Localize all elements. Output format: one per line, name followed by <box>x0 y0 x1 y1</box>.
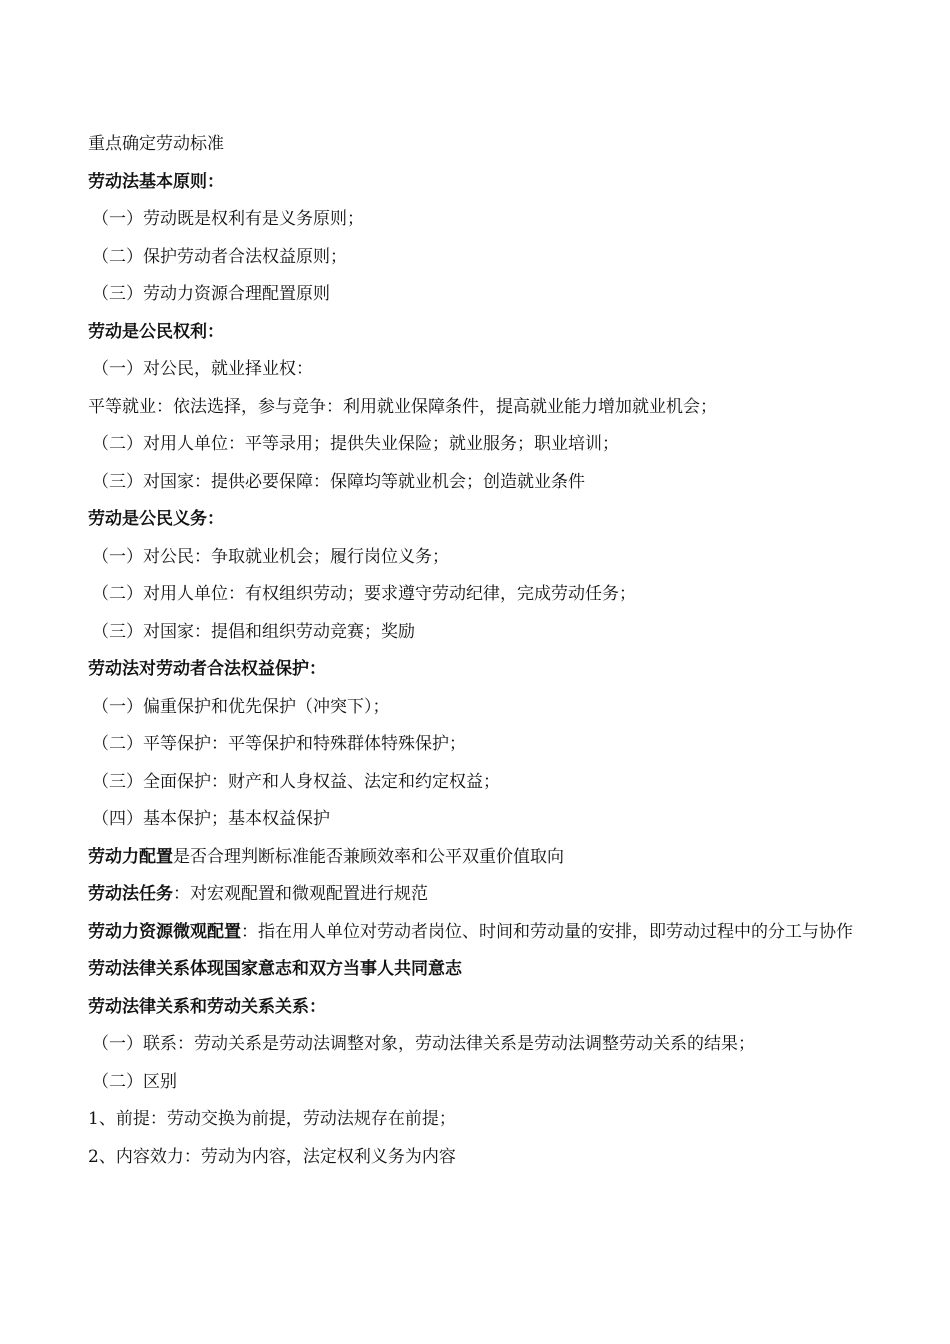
task-text: ：对宏观配置和微观配置进行规范 <box>173 884 428 904</box>
list-item: （一）对公民：争取就业机会；履行岗位义务； <box>92 546 449 567</box>
section-heading: 劳动法律关系体现国家意志和双方当事人共同意志 <box>88 959 462 979</box>
document-body <box>88 126 858 1176</box>
allocation-statement <box>88 839 858 877</box>
list-item: （三）对国家：提供必要保障：保障均等就业机会；创造就业条件 <box>92 471 585 492</box>
numbered-item: 1、前提：劳动交换为前提，劳动法规存在前提； <box>88 1109 456 1129</box>
list-item: （一）偏重保护和优先保护（冲突下）； <box>92 696 390 717</box>
list-item: （三）对国家：提倡和组织劳动竞赛；奖励 <box>92 621 415 642</box>
list-item: （四）基本保护；基本权益保护 <box>92 809 330 829</box>
section-heading: 劳动是公民权利： <box>88 321 224 342</box>
section-heading: 劳动是公民义务： <box>88 509 224 529</box>
list-item: （二）平等保护：平等保护和特殊群体特殊保护； <box>92 734 466 754</box>
allocation-term: 劳动力配置 <box>88 846 173 867</box>
micro-allocation-term: 劳动力资源微观配置 <box>88 921 241 942</box>
numbered-item: 2、内容效力：劳动为内容，法定权利义务为内容 <box>88 1146 456 1167</box>
micro-allocation-statement <box>88 914 858 952</box>
task-term: 劳动法任务 <box>88 884 173 904</box>
list-item: （三）全面保护：财产和人身权益、法定和约定权益； <box>92 771 500 792</box>
list-item: （二）保护劳动者合法权益原则； <box>92 246 347 267</box>
section-heading: 劳动法基本原则： <box>88 171 224 192</box>
micro-allocation-text: ：指在用人单位对劳动者岗位、时间和劳动量的安排，即劳动过程中的分工与协作 <box>241 921 853 942</box>
list-item: （一）劳动既是权利有是义务原则； <box>92 209 364 229</box>
text-line: 平等就业：依法选择，参与竞争：利用就业保障条件，提高就业能力增加就业机会； <box>88 396 717 417</box>
text-line: 重点确定劳动标准 <box>88 134 224 154</box>
section-heading: 劳动法律关系和劳动关系关系： <box>88 996 326 1017</box>
task-statement <box>88 876 858 914</box>
list-item: （二）对用人单位：有权组织劳动；要求遵守劳动纪律，完成劳动任务； <box>92 584 636 604</box>
allocation-text: 是否合理判断标准能否兼顾效率和公平双重价值取向 <box>173 846 564 867</box>
section-heading: 劳动法对劳动者合法权益保护： <box>88 659 326 679</box>
list-item: （一）对公民，就业择业权： <box>92 359 313 379</box>
list-item: （二）对用人单位：平等录用；提供失业保险；就业服务；职业培训； <box>92 434 619 454</box>
list-item: （三）劳动力资源合理配置原则 <box>92 284 330 304</box>
list-item: （一）联系：劳动关系是劳动法调整对象，劳动法律关系是劳动法调整劳动关系的结果； <box>92 1034 755 1054</box>
list-item: （二）区别 <box>92 1071 177 1092</box>
